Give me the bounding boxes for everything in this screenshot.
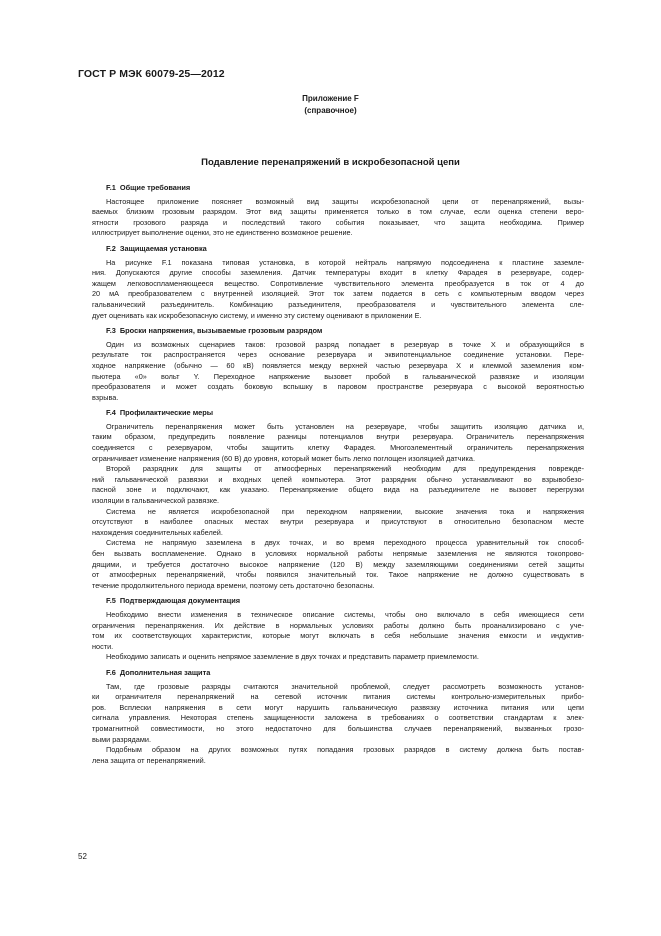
text-line: дует оценивать как искробезопасную систему, и именно эту систему оценивают в приложении Е.: [92, 310, 422, 320]
section-heading: [106, 668, 584, 679]
text-line: дящими, и требуется достаточно высокое напряжение (120 В) между заземляющими соединениями сетей защиты: [92, 559, 584, 569]
text-line: тромагнитной совместимости, но этого недостаточно для большинства случаев перенапряжений, вызванных грозо-: [92, 723, 584, 733]
text-line: Там, где грозовые разряды считаются значительной проблемой, следует рассмотреть возможность установ-: [106, 681, 584, 691]
text-line: Один из возможных сценариев таков: грозовой разряд попадает в резервуар в точке X и образующийся в: [106, 339, 584, 349]
section-heading: [106, 596, 584, 607]
section-number: F.6: [106, 667, 116, 677]
section-title: Подтверждающая документация: [119, 596, 241, 606]
text-line: пасной зоне и подключают, как указано. Перенапряжение общего вида на разъединителе не вызовет перегрузки: [92, 485, 584, 495]
text-line: Ограничитель перенапряжения может быть установлен на резервуаре, чтобы защитить изоляцию датчика и,: [106, 421, 584, 431]
text-line: Подобным образом на других возможных путях попадания грозовых разрядов в систему должна быть постав-: [106, 745, 584, 755]
section-title: Броски напряжения, вызываемые грозовым разрядом: [119, 326, 323, 336]
text-line: ваемых близким грозовым разрядом. Этот вид защиты применяется только в том случае, если оценка степени веро-: [92, 207, 584, 217]
section-title: Дополнительная защита: [119, 667, 211, 677]
page-title: Подавление перенапряжений в искробезопасной цепи: [201, 157, 460, 168]
section-heading: [106, 183, 584, 194]
annex-label: Приложение F: [302, 94, 359, 103]
text-line: нахождения соединительных кабелей.: [92, 527, 223, 537]
text-line: пьютера «0» вольт Y. Переходное напряжение вызовет пробой в гальванической развязке и изоляции: [92, 371, 584, 381]
text-line: соединяется с резервуаром, чтобы защитить клетку Фарадея. Многоэлементный ограничитель перенапряжения: [92, 443, 584, 453]
text-line: Необходимо внести изменения в техническое описание системы, чтобы оно включало в себя имеющиеся сети: [106, 609, 584, 619]
text-line: На рисунке F.1 показана типовая установка, в которой нейтраль напрямую подсоединена к пластине заземле-: [106, 257, 584, 267]
text-line: 20 мА преобразователем с внутренней изоляцией. Этот ток затем подается в сеть с компьютерным вводом через: [92, 289, 584, 299]
text-line: ров. Всплески напряжения в сети могут нарушить гальваническую развязку источника питания или цепи: [92, 702, 584, 712]
section-heading: [106, 244, 584, 255]
text-line: бен вызвать воспламенение. Однако в условиях нормальной работы непрямые заземления не являются токопрово-: [92, 549, 584, 558]
text-line: ки ограничителя перенапряжений на сетевой источник питания системы контрольно-измерительных прибо-: [92, 692, 584, 702]
text-line: выми разрядами.: [92, 734, 151, 744]
section-heading: [106, 408, 584, 419]
text-line: преобразователя и может создать боковую вспышку в паровом пространстве резервуара с высокой вероятностью: [92, 382, 584, 392]
section-number: F.5: [106, 596, 116, 606]
text-line: жащем легковоспламеняющееся вещество. Сопротивление чувствительного элемента преобразуется в ток от 4 до: [92, 278, 584, 288]
text-line: ограничивает изменение напряжения (60 В) до уровня, который может быть легко поглощен изоляцией датчика.: [92, 453, 475, 463]
paragraph: [92, 652, 584, 663]
text-line: Система не напрямую заземлена в двух точках, и во время переходного процесса уравнительный ток способ-: [106, 538, 584, 548]
text-line: таким образом, предупредить появление разницы потенциалов внутри резервуара. Ограничитель перенапряжения: [92, 432, 584, 442]
text-line: ятности грозового разряда и последствий такого события показывает, что защита необходима. Пример: [92, 217, 584, 227]
section-number: F.3: [106, 326, 116, 336]
text-line: ний гальванической развязки и входных цепей компьютера. Этот разрядник обычно устанавливают во взрывобезо-: [92, 474, 584, 484]
annex-kind: (справочное): [304, 106, 357, 115]
text-line: ния. Допускаются другие способы заземления. Датчик температуры входит в клетку Фарадея в резервуаре, содер-: [92, 268, 584, 278]
text-line: ходное напряжение (обычно — 60 кВ) появляется между верхней частью резервуара X и клеммой заземления ком-: [92, 360, 584, 370]
text-line: иллюстрирует выполнение оценки, это не единственно возможное решение.: [92, 228, 353, 238]
page-number: 52: [78, 852, 87, 861]
paragraph: [92, 197, 584, 239]
section-heading: [106, 326, 584, 337]
section-number: F.2: [106, 243, 116, 253]
document-body: [92, 178, 584, 766]
paragraph: [92, 507, 584, 539]
paragraph: [92, 682, 584, 746]
text-line: Настоящее приложение поясняет возможный вид защиты искробезопасной цепи от перенапряжений, вызы-: [106, 196, 584, 206]
text-line: сигнала управления. Некоторая степень защищенности заложена в требованиях о соответствии стандартам к элек-: [92, 713, 584, 723]
text-line: от атмосферных перенапряжений, чтобы появился значительный ток. Такое напряжение не должно существовать в: [92, 570, 584, 580]
text-line: гальванический разъединитель. Комбинацию разъединителя, преобразователя и чувствительного элемента сле-: [92, 299, 584, 309]
standard-header: ГОСТ Р МЭК 60079-25—2012: [78, 68, 225, 80]
text-line: ности.: [92, 641, 114, 651]
text-line: Второй разрядник для защиты от атмосферных перенапряжений необходим для предупреждения поврежде-: [106, 464, 584, 474]
section-title: Защищаемая установка: [119, 243, 207, 253]
paragraph: [92, 258, 584, 322]
paragraph: [92, 610, 584, 652]
text-line: том их соответствующих характеристик, которые могут включать в себя небольшие значения емкости и индуктив-: [92, 631, 584, 641]
text-line: взрыва.: [92, 392, 119, 402]
text-line: изоляции в гальванической развязке.: [92, 496, 220, 506]
text-line: лена защита от перенапряжений.: [92, 755, 206, 765]
paragraph: [92, 538, 584, 591]
text-line: Необходимо записать и оценить непрямое заземление в двух точках и представить параметр приемлемости.: [106, 652, 479, 662]
paragraph: [92, 422, 584, 464]
text-line: результате ток распространяется через основание резервуара и эквипотенциальное соединение установки. Пере-: [92, 350, 584, 360]
section-title: Общие требования: [119, 183, 191, 192]
section-title: Профилактические меры: [119, 408, 214, 418]
paragraph: [92, 340, 584, 404]
text-line: Система не является искробезопасной при переходном напряжении, высокие значения тока и напряжения: [106, 506, 584, 516]
paragraph: [92, 464, 584, 506]
paragraph: [92, 745, 584, 766]
section-number: F.4: [106, 408, 116, 418]
section-number: F.1: [106, 183, 116, 192]
text-line: течение продолжительного периода времени, поэтому сеть достаточно безопасны.: [92, 580, 375, 590]
text-line: отсутствуют в наиболее опасных местах внутри резервуара и присутствуют в относительно безопасном месте: [92, 517, 584, 527]
text-line: ограничения перенапряжения. Их действие в нормальных условиях работы должно быть проанализировано с уче-: [92, 620, 584, 630]
